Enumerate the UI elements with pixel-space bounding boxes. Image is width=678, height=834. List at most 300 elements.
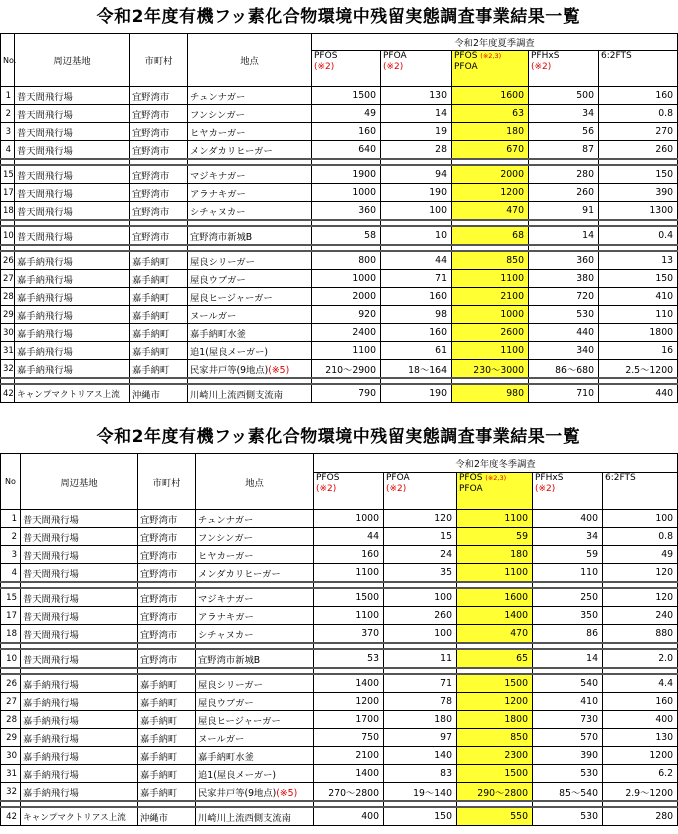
cell-pfos-pfoa-sum-text: 1100: [504, 567, 528, 578]
cell-pfos-text: 1700: [355, 714, 379, 725]
cell-city: [130, 342, 188, 360]
cell-pfoa: [381, 288, 452, 306]
cell-pfoa-text: 78: [440, 696, 452, 707]
table-row: [1, 165, 678, 184]
cell-pfoa: [384, 765, 457, 783]
table-row: [1, 528, 678, 546]
col-62fts: 6:2FTS: [599, 51, 678, 87]
cell-site-text: フンシンガー: [198, 532, 253, 544]
col-base: 周辺基地: [21, 454, 138, 510]
cell-pfhxs-text: 720: [576, 291, 594, 302]
col-62fts: 6:2FTS: [603, 473, 678, 510]
cell-no: [1, 165, 15, 184]
cell-base: [21, 765, 138, 783]
cell-city: [138, 729, 196, 747]
cell-city: [138, 510, 196, 528]
cell-pfos-pfoa-sum: [457, 649, 533, 668]
cell-pfhxs: [533, 711, 603, 729]
cell-62fts-text: 110: [655, 309, 674, 320]
cell-site: [196, 783, 314, 802]
cell-62fts-text: 400: [655, 714, 674, 725]
summer-table-header: [1, 34, 678, 87]
cell-pfhxs: [529, 226, 599, 245]
cell-site-text: 嘉手納町水釜: [190, 328, 246, 340]
cell-pfoa: [381, 123, 452, 141]
cell-pfos: [314, 693, 384, 711]
cell-base-text: 嘉手納飛行場: [23, 697, 79, 709]
cell-pfoa: [384, 528, 457, 546]
cell-pfos-pfoa-sum: [457, 807, 533, 826]
cell-62fts-text: 440: [655, 388, 674, 399]
table-row: [1, 588, 678, 607]
cell-pfoa-text: 94: [435, 169, 447, 180]
cell-pfhxs-text: 110: [580, 567, 598, 578]
cell-62fts: [603, 588, 678, 607]
cell-city-text: 嘉手納町: [132, 292, 170, 304]
cell-no-text: 15: [3, 169, 14, 180]
cell-base: [21, 625, 138, 644]
cell-62fts: [599, 306, 678, 324]
cell-site-text: チュンナガー: [190, 91, 246, 103]
cell-62fts: [603, 729, 678, 747]
cell-site: [196, 510, 314, 528]
cell-site-text: 追1(屋良メーガー): [198, 769, 277, 781]
cell-62fts: [603, 747, 678, 765]
cell-62fts-text: 2.5〜1200: [625, 364, 674, 376]
cell-site: [188, 184, 312, 202]
cell-city: [130, 288, 188, 306]
cell-base-text: 普天間飛行場: [23, 654, 79, 666]
cell-city-text: 嘉手納町: [132, 310, 170, 322]
cell-pfoa: [381, 360, 452, 379]
cell-pfos-text: 160: [361, 549, 379, 560]
cell-pfos-pfoa-sum: [452, 324, 529, 342]
cell-base-text: 普天間飛行場: [17, 109, 73, 121]
cell-62fts: [603, 649, 678, 668]
cell-site: [188, 306, 312, 324]
cell-base-text: 嘉手納飛行場: [17, 310, 73, 322]
cell-city-text: 嘉手納町: [140, 715, 178, 727]
cell-no: [1, 528, 21, 546]
cell-site: [196, 607, 314, 625]
cell-base: [21, 783, 138, 802]
cell-pfoa-text: 150: [434, 811, 452, 822]
cell-62fts-text: 1300: [649, 205, 674, 216]
cell-pfos: [314, 729, 384, 747]
table-row: [1, 251, 678, 270]
cell-pfhxs: [529, 324, 599, 342]
cell-pfhxs-text: 530: [580, 811, 598, 822]
cell-site-text: 宜野湾市新城B: [198, 654, 261, 666]
cell-pfhxs: [529, 384, 599, 403]
cell-pfos: [312, 184, 381, 202]
table-row: [1, 324, 678, 342]
cell-base-text: 嘉手納飛行場: [17, 328, 73, 340]
col-pfhxs: PFHxS (※2): [533, 473, 603, 510]
cell-pfos: [314, 649, 384, 668]
cell-62fts-text: 260: [655, 144, 674, 155]
cell-base-text: 普天間飛行場: [23, 550, 79, 562]
cell-62fts: [599, 141, 678, 160]
cell-pfos-text: 1500: [352, 90, 376, 101]
cell-site-text: 川崎川上流西側支流南: [198, 812, 291, 824]
cell-city: [130, 306, 188, 324]
cell-base: [21, 588, 138, 607]
cell-no-text: 29: [3, 309, 14, 320]
cell-no-text: 30: [6, 750, 17, 761]
table-row: [1, 783, 678, 802]
cell-pfos-pfoa-sum: [457, 729, 533, 747]
cell-pfos-text: 2100: [355, 750, 379, 761]
cell-site-text: ヒヤカーガー: [190, 127, 246, 139]
cell-pfhxs-text: 530: [576, 309, 594, 320]
cell-pfhxs: [529, 270, 599, 288]
cell-city: [138, 765, 196, 783]
cell-site: [188, 141, 312, 160]
cell-pfos-pfoa-sum-text: 2100: [500, 291, 524, 302]
cell-city-text: 嘉手納町: [140, 769, 178, 781]
col-pfoa: PFOA (※2): [381, 51, 452, 87]
cell-no: [1, 765, 21, 783]
cell-city: [130, 141, 188, 160]
cell-pfhxs: [533, 546, 603, 564]
cell-base-text: キャンプマクトリアス上流: [23, 812, 126, 823]
cell-62fts: [603, 564, 678, 583]
summer-table-body: [1, 87, 678, 403]
cell-no-text: 4: [5, 144, 11, 155]
cell-pfos-text: 750: [361, 732, 379, 743]
cell-site-text: 屋良ヒージャーガー: [190, 292, 273, 304]
cell-no-text: 27: [6, 696, 17, 707]
cell-pfos-pfoa-sum: [457, 693, 533, 711]
cell-pfos-pfoa-sum: [452, 288, 529, 306]
cell-no-text: 28: [6, 714, 17, 725]
cell-city: [130, 123, 188, 141]
cell-city: [138, 546, 196, 564]
cell-base-text: 嘉手納飛行場: [23, 787, 79, 799]
cell-pfos-text: 800: [358, 255, 376, 266]
cell-base: [21, 546, 138, 564]
table-row: [1, 729, 678, 747]
cell-62fts-text: 1800: [649, 327, 674, 338]
cell-62fts-text: 880: [655, 628, 674, 639]
cell-62fts: [599, 87, 678, 105]
cell-62fts-text: 120: [655, 567, 674, 578]
cell-city-text: 宜野湾市: [132, 188, 170, 200]
cell-pfos-text: 210〜2900: [325, 364, 376, 376]
cell-pfos-text: 790: [358, 388, 376, 399]
cell-pfhxs-text: 250: [580, 592, 598, 603]
summer-results-table: [0, 33, 678, 403]
cell-no: [1, 711, 21, 729]
cell-city-text: 嘉手納町: [132, 346, 170, 358]
cell-pfos-pfoa-sum-text: 1200: [504, 696, 528, 707]
cell-pfos-pfoa-sum-text: 1500: [504, 768, 528, 779]
cell-pfoa-text: 83: [440, 768, 452, 779]
cell-pfos-pfoa-sum: [457, 625, 533, 644]
cell-site-text: シチャヌカー: [190, 206, 246, 218]
cell-62fts-text: 120: [655, 592, 674, 603]
cell-pfos-pfoa-sum: [452, 141, 529, 160]
cell-pfoa: [384, 747, 457, 765]
cell-site: [188, 87, 312, 105]
cell-62fts-text: 6.2: [658, 768, 674, 779]
cell-base: [15, 306, 130, 324]
cell-pfos-pfoa-sum: [457, 607, 533, 625]
cell-pfos-text: 1900: [352, 169, 376, 180]
cell-no: [1, 288, 15, 306]
cell-pfos-pfoa-sum-text: 1100: [500, 273, 524, 284]
cell-no: [1, 588, 21, 607]
cell-pfoa: [381, 105, 452, 123]
cell-62fts-text: 100: [655, 513, 674, 524]
cell-pfos-pfoa-sum-text: 850: [506, 255, 524, 266]
cell-pfhxs-text: 360: [576, 255, 594, 266]
site-note: (※5): [268, 364, 290, 376]
cell-pfhxs-text: 59: [586, 549, 598, 560]
cell-pfoa: [384, 649, 457, 668]
cell-no-text: 18: [6, 628, 17, 639]
cell-pfos-pfoa-sum: [457, 564, 533, 583]
cell-site: [196, 588, 314, 607]
cell-city-text: 宜野湾市: [140, 654, 178, 666]
cell-no: [1, 384, 15, 403]
cell-62fts-text: 0.4: [658, 230, 674, 241]
cell-pfoa: [384, 807, 457, 826]
cell-site-text: ヒヤカーガー: [198, 550, 254, 562]
cell-pfoa-text: 11: [440, 653, 452, 664]
cell-pfos-text: 1100: [355, 567, 379, 578]
cell-pfoa: [384, 510, 457, 528]
cell-no-text: 32: [6, 786, 17, 797]
table-row: [1, 693, 678, 711]
cell-pfoa-text: 24: [440, 549, 452, 560]
cell-pfos-pfoa-sum: [452, 123, 529, 141]
cell-pfos-pfoa-sum-text: 1600: [500, 90, 524, 101]
cell-no: [1, 649, 21, 668]
cell-site: [188, 165, 312, 184]
cell-pfhxs-text: 56: [582, 126, 594, 137]
cell-site: [196, 729, 314, 747]
cell-pfos: [312, 342, 381, 360]
cell-city: [130, 270, 188, 288]
cell-site-text: 屋良シリーガー: [190, 256, 255, 268]
cell-pfhxs: [533, 564, 603, 583]
cell-pfhxs: [533, 747, 603, 765]
cell-pfoa-text: 100: [434, 592, 452, 603]
site-note: (※5): [276, 787, 298, 799]
cell-city: [130, 202, 188, 221]
cell-62fts-text: 270: [655, 126, 674, 137]
cell-pfos-text: 400: [361, 811, 379, 822]
cell-city: [138, 783, 196, 802]
cell-pfos: [312, 384, 381, 403]
cell-no-text: 17: [6, 610, 17, 621]
cell-pfhxs: [533, 588, 603, 607]
cell-no: [1, 270, 15, 288]
cell-pfhxs-text: 86: [586, 628, 598, 639]
cell-city: [130, 165, 188, 184]
col-pfhxs: PFHxS (※2): [529, 51, 599, 87]
cell-62fts: [599, 105, 678, 123]
cell-pfos-text: 270〜2800: [328, 787, 379, 799]
cell-site: [196, 649, 314, 668]
cell-no: [1, 87, 15, 105]
cell-pfhxs: [529, 184, 599, 202]
cell-site-text: ヌールガー: [190, 310, 237, 322]
cell-62fts: [599, 123, 678, 141]
cell-no-text: 42: [3, 388, 14, 399]
cell-site: [188, 226, 312, 245]
cell-base-text: 普天間飛行場: [23, 629, 79, 641]
cell-pfoa: [381, 342, 452, 360]
cell-pfoa: [384, 607, 457, 625]
cell-city: [138, 674, 196, 693]
cell-city-text: 宜野湾市: [140, 568, 178, 580]
table-row: [1, 141, 678, 160]
cell-pfoa-text: 15: [440, 531, 452, 542]
cell-pfhxs-text: 710: [576, 388, 594, 399]
cell-pfhxs: [529, 141, 599, 160]
cell-pfos-text: 1400: [355, 768, 379, 779]
cell-pfos-pfoa-sum-text: 180: [510, 549, 528, 560]
cell-pfhxs-text: 400: [580, 513, 598, 524]
cell-city-text: 嘉手納町: [132, 364, 170, 376]
cell-no-text: 17: [3, 187, 14, 198]
cell-no-text: 18: [3, 205, 14, 216]
cell-pfos-pfoa-sum-text: 68: [512, 230, 524, 241]
cell-base-text: 嘉手納飛行場: [17, 274, 73, 286]
cell-pfhxs-text: 14: [582, 230, 594, 241]
cell-no-text: 32: [3, 363, 14, 374]
cell-city-text: 沖縄市: [140, 812, 168, 824]
cell-pfoa: [384, 729, 457, 747]
cell-pfos: [314, 765, 384, 783]
cell-pfos: [314, 711, 384, 729]
cell-city-text: 嘉手納町: [132, 256, 170, 268]
cell-62fts-text: 150: [655, 169, 674, 180]
cell-no-text: 26: [6, 678, 17, 689]
cell-base-text: 普天間飛行場: [23, 568, 79, 580]
cell-no-text: 1: [11, 513, 17, 524]
cell-pfhxs: [533, 693, 603, 711]
cell-pfos: [314, 807, 384, 826]
cell-pfos-pfoa-sum: [457, 510, 533, 528]
cell-pfhxs-text: 440: [576, 327, 594, 338]
cell-62fts-text: 16: [661, 345, 674, 356]
cell-city-text: 宜野湾市: [132, 91, 170, 103]
cell-site: [188, 251, 312, 270]
cell-62fts: [603, 528, 678, 546]
cell-pfos: [314, 588, 384, 607]
cell-62fts: [603, 765, 678, 783]
cell-pfhxs: [533, 729, 603, 747]
cell-62fts: [603, 711, 678, 729]
cell-pfos-text: 1000: [352, 187, 376, 198]
cell-62fts: [603, 783, 678, 802]
table-row: [1, 360, 678, 379]
cell-no: [1, 625, 21, 644]
cell-base-text: 嘉手納飛行場: [17, 346, 73, 358]
cell-62fts-text: 2.0: [658, 653, 674, 664]
cell-site: [196, 564, 314, 583]
table-row: [1, 270, 678, 288]
cell-city: [138, 807, 196, 826]
cell-city-text: 宜野湾市: [132, 145, 170, 157]
cell-pfos-pfoa-sum-text: 2000: [500, 169, 524, 180]
cell-city: [130, 226, 188, 245]
cell-pfoa-text: 44: [435, 255, 447, 266]
cell-pfhxs: [529, 105, 599, 123]
cell-site: [196, 546, 314, 564]
cell-pfoa: [384, 625, 457, 644]
cell-pfos-pfoa-sum-text: 470: [510, 628, 528, 639]
cell-62fts: [603, 693, 678, 711]
cell-pfos-pfoa-sum-text: 1400: [504, 610, 528, 621]
winter-title: 令和2年度有機フッ素化合物環境中残留実態調査事業結果一覧: [96, 427, 581, 447]
table-row: [1, 711, 678, 729]
cell-base-text: 嘉手納飛行場: [17, 364, 73, 376]
cell-pfhxs: [529, 360, 599, 379]
cell-pfhxs-text: 280: [576, 169, 594, 180]
cell-city-text: 沖縄市: [132, 389, 160, 401]
cell-base: [21, 510, 138, 528]
cell-pfoa-text: 98: [435, 309, 447, 320]
cell-city: [138, 588, 196, 607]
cell-base-text: 普天間飛行場: [17, 127, 73, 139]
cell-62fts: [599, 226, 678, 245]
cell-pfoa: [381, 384, 452, 403]
cell-city: [130, 360, 188, 379]
cell-no: [1, 747, 21, 765]
cell-city-text: 嘉手納町: [132, 328, 170, 340]
cell-no: [1, 342, 15, 360]
cell-site-text: チュンナガー: [198, 514, 254, 526]
cell-62fts-text: 13: [661, 255, 674, 266]
cell-62fts: [599, 384, 678, 403]
cell-pfoa-text: 100: [429, 205, 447, 216]
cell-base: [15, 165, 130, 184]
cell-62fts: [599, 324, 678, 342]
cell-pfos: [314, 510, 384, 528]
cell-pfos-pfoa-sum: [457, 783, 533, 802]
cell-pfos: [314, 674, 384, 693]
cell-site-text: フンシンガー: [190, 109, 245, 121]
cell-pfoa: [381, 141, 452, 160]
table-row: [1, 546, 678, 564]
cell-pfos-pfoa-sum-text: 850: [510, 732, 528, 743]
cell-base: [21, 729, 138, 747]
cell-pfoa-text: 97: [440, 732, 452, 743]
cell-no: [1, 324, 15, 342]
cell-62fts: [603, 607, 678, 625]
cell-city-text: 宜野湾市: [140, 629, 178, 641]
cell-pfhxs-text: 91: [582, 205, 594, 216]
cell-pfoa-text: 180: [434, 714, 452, 725]
col-pfos-pfoa-sum: PFOS (※2,3) PFOA: [457, 473, 533, 510]
cell-pfos-pfoa-sum-text: 1000: [500, 309, 524, 320]
cell-pfoa: [384, 674, 457, 693]
cell-pfoa: [381, 165, 452, 184]
table-row: [1, 625, 678, 644]
cell-pfos: [314, 546, 384, 564]
table-row: [1, 807, 678, 826]
cell-pfos-text: 1200: [355, 696, 379, 707]
cell-base: [15, 87, 130, 105]
cell-pfos-pfoa-sum: [452, 342, 529, 360]
cell-pfos-pfoa-sum-text: 550: [510, 811, 528, 822]
cell-city-text: 宜野湾市: [132, 231, 170, 243]
